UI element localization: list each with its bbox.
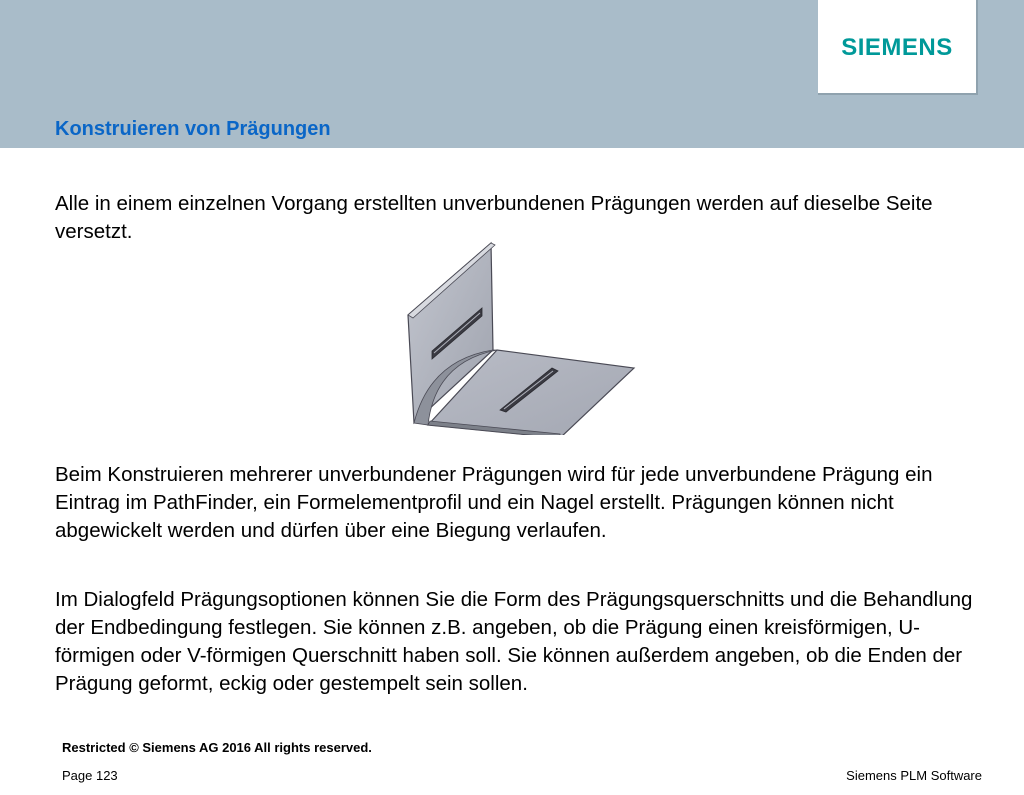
siemens-logo-text: SIEMENS (841, 34, 953, 61)
paragraph-multiple-embosses: Beim Konstruieren mehrerer unverbundener Prägungen wird für jede unverbundene Prägung ein Eintrag im PathFinder, ein Formelementprofil und ein Nagel erstellt. Prägungen können nicht abgewickelt werden und dürfen über eine Biegung verlaufen. (55, 463, 933, 542)
paragraph-intro: Alle in einem einzelnen Vorgang erstellten unverbundenen Prägungen werden auf dieselbe Seite versetzt. (55, 192, 933, 243)
footer-page-number: Page 123 (62, 768, 118, 783)
siemens-logo (818, 0, 978, 95)
slide-title: Konstruieren von Prägungen (55, 118, 331, 140)
paragraph-emboss-options: Im Dialogfeld Prägungsoptionen können Sie die Form des Prägungsquerschnitts und die Behandlung der Endbedingung festlegen. Sie können z.B. angeben, ob die Prägung einen kreisförmigen, U-förmigen oder V-förmigen Querschnitt haben soll. Sie können außerdem angeben, ob die Enden der Prägung geformt, eckig oder gestempelt sein sollen. (55, 588, 973, 695)
footer-copyright: Restricted © Siemens AG 2016 All rights reserved. (62, 740, 372, 755)
sheet-metal-bracket-figure (400, 240, 640, 435)
footer-brand: Siemens PLM Software (846, 768, 982, 783)
